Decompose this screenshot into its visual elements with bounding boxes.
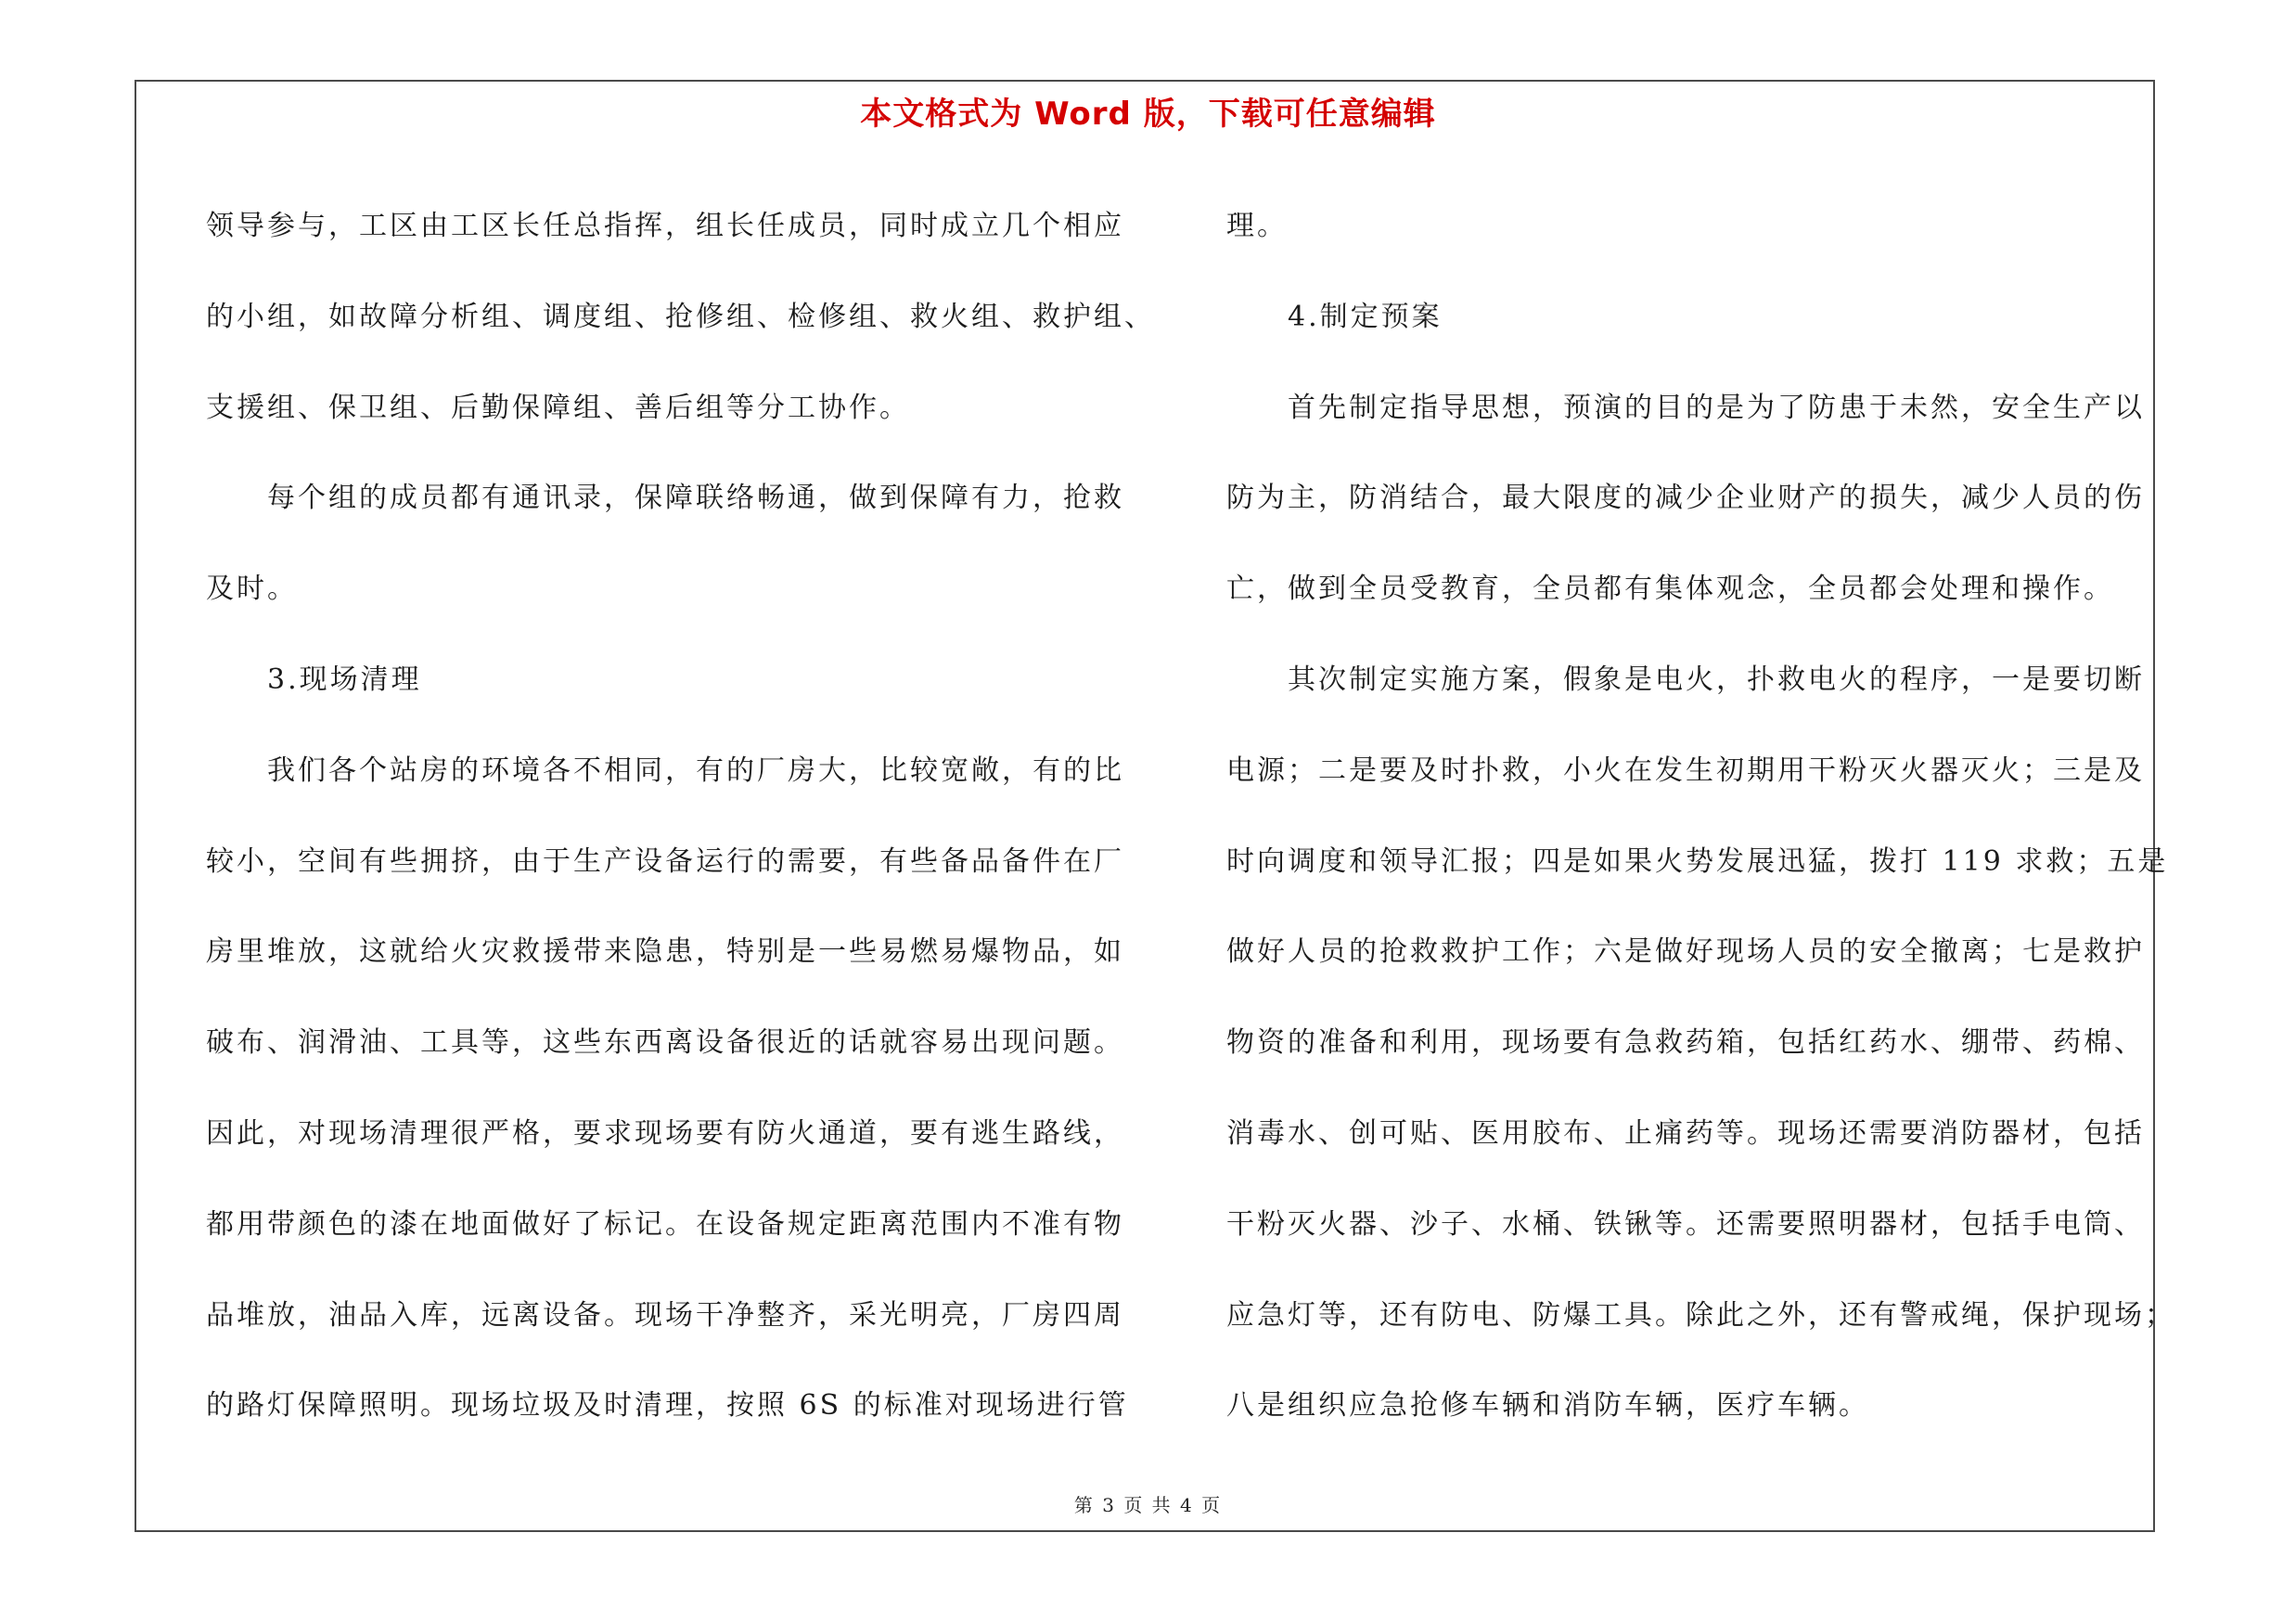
left-column [206,181,1155,1451]
text-line: 品堆放，油品入库，远离设备。现场干净整齐，采光明亮，厂房四周 [206,1298,1124,1332]
text-line: 的路灯保障照明。现场垃圾及时清理，按照 6S 的标准对现场进行管 [206,1389,1129,1423]
page-number-footer: 第 3 页 共 4 页 [1073,1494,1223,1516]
section-heading: 4.制定预案 [1288,300,1443,333]
text-line: 及时。 [206,573,298,606]
text-line: 因此，对现场清理很严格，要求现场要有防火通道，要有逃生路线， [206,1116,1124,1150]
text-line: 消毒水、创可贴、医用胶布、止痛药等。现场还需要消防器材，包括 [1226,1116,2145,1150]
text-line: 首先制定指导思想，预演的目的是为了防患于未然，安全生产以 [1288,391,2145,424]
text-line: 我们各个站房的环境各不相同，有的厂房大，比较宽敞，有的比 [267,754,1124,787]
text-line: 都用带颜色的漆在地面做好了标记。在设备规定距离范围内不准有物 [206,1207,1124,1241]
text-line: 干粉灭火器、沙子、水桶、铁锹等。还需要照明器材，包括手电筒、 [1226,1207,2145,1241]
text-line: 较小，空间有些拥挤，由于生产设备运行的需要，有些备品备件在厂 [206,844,1124,878]
text-line: 破布、润滑油、工具等，这些东西离设备很近的话就容易出现问题。 [206,1026,1124,1060]
section-heading: 3.现场清理 [267,663,422,696]
text-line: 其次制定实施方案，假象是电火，扑救电火的程序，一是要切断 [1288,663,2145,696]
right-column [1226,181,2175,1451]
text-line: 的小组，如故障分析组、调度组、抢修组、检修组、救火组、救护组、 [206,300,1155,333]
text-line: 亡，做到全员受教育，全员都有集体观念，全员都会处理和操作。 [1226,573,2114,606]
text-line: 时向调度和领导汇报；四是如果火势发展迅猛，拨打 119 求救；五是 [1226,844,2169,878]
text-line: 每个组的成员都有通讯录，保障联络畅通，做到保障有力，抢救 [267,482,1124,515]
text-line: 八是组织应急抢修车辆和消防车辆，医疗车辆。 [1226,1389,1869,1423]
text-line: 房里堆放，这就给火灾救援带来隐患，特别是一些易燃易爆物品，如 [206,935,1124,969]
text-line: 物资的准备和利用，现场要有急救药箱，包括红药水、绷带、药棉、 [1226,1026,2145,1060]
text-line: 领导参与，工区由工区长任总指挥，组长任成员，同时成立几个相应 [206,210,1124,242]
text-line: 电源；二是要及时扑救，小火在发生初期用干粉灭火器灭火；三是及 [1226,754,2145,787]
text-line: 应急灯等，还有防电、防爆工具。除此之外，还有警戒绳，保护现场； [1226,1298,2175,1332]
word-format-banner: 本文格式为 Word 版，下载可任意编辑 [860,96,1436,133]
text-line: 做好人员的抢救救护工作；六是做好现场人员的安全撤离；七是救护 [1226,935,2145,969]
text-line: 支援组、保卫组、后勤保障组、善后组等分工协作。 [206,391,910,424]
text-line: 防为主，防消结合，最大限度的减少企业财产的损失，减少人员的伤 [1226,482,2145,515]
text-line: 理。 [1226,210,1288,242]
